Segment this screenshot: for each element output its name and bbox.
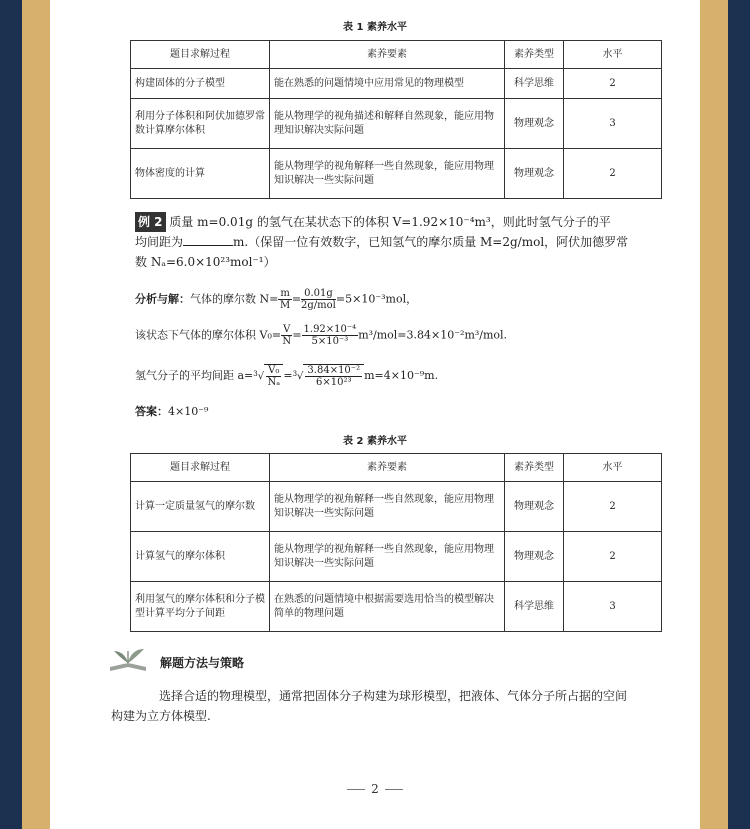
strategy-title: 解题方法与策略 [160, 656, 245, 670]
denominator: 2g/mol [301, 300, 336, 311]
table-cell: 物理观念 [505, 99, 564, 149]
table2-header-level: 水平 [564, 454, 662, 482]
answer-label: 答案： [135, 405, 168, 418]
table-cell: 利用分子体积和阿伏加德罗常数计算摩尔体积 [131, 99, 270, 149]
formula-result: =5×10⁻³mol， [335, 292, 418, 306]
table-row [131, 69, 662, 99]
footer-dash [347, 789, 365, 790]
table-cell: 计算一定质量氢气的摩尔数 [131, 482, 270, 532]
strategy-text [111, 686, 655, 726]
example-text-line2b: m.（保留一位有效数字，已知氢气的摩尔质量 M=2g/mol，阿伏加德罗常 [233, 235, 629, 249]
analysis-line2: 该状态下气体的摩尔体积 V₀= $\frac{V}{N}$ = $\frac{\text{1.92×10⁻⁴}}{\text{5×10⁻³}}$ m³/mol=3.84×10⁻²m³/mol. [135, 324, 508, 347]
book-plant-icon [106, 645, 154, 675]
table-cell: 计算氢气的摩尔体积 [131, 532, 270, 582]
cube-root: $^3$√ $\frac{\text{3.84×10⁻²}}{\text{6×10²³}}$ [293, 364, 365, 388]
table-cell: 能在熟悉的问题情境中应用常见的物理模型 [270, 69, 505, 99]
answer-blank [183, 233, 233, 246]
numerator: 0.01g [301, 288, 336, 300]
table-cell: 物理观念 [505, 482, 564, 532]
table2-header-element: 素养要素 [270, 454, 505, 482]
denominator: 6×10²³ [316, 377, 352, 388]
analysis-line3: 氢气分子的平均间距 a=$^3$√ $\frac{\text{V₀}}{\text{Nₐ}}$ =$^3$√ $\frac{\text{3.84×10⁻²}}{\text{6×10²³}}$ m=4×10⁻⁹m. [135, 365, 439, 388]
table-cell: 物体密度的计算 [131, 149, 270, 199]
fraction [278, 288, 291, 311]
table-cell: 能从物理学的视角解释一些自然现象，能应用物理知识解决一些实际问题 [270, 532, 505, 582]
table-cell: 能从物理学的视角解释一些自然现象，能应用物理知识解决一些实际问题 [270, 149, 505, 199]
numerator: 3.84×10⁻² [307, 365, 361, 376]
page [50, 0, 700, 829]
numerator: 1.92×10⁻⁴ [303, 324, 357, 335]
numerator: V₀ [268, 365, 280, 376]
denominator: N [282, 336, 292, 347]
table-cell: 3 [564, 582, 662, 632]
table1-header-level: 水平 [564, 41, 662, 69]
footer-dash [385, 789, 403, 790]
fraction [305, 365, 362, 388]
table2-header-type: 素养类型 [505, 454, 564, 482]
formula-text: 氢气分子的平均间距 a= [135, 369, 254, 382]
table1-header-process: 题目求解过程 [131, 41, 270, 69]
fraction [302, 324, 359, 347]
root-index: 3 [253, 370, 258, 378]
table1-caption: 表 1 素养水平 [343, 22, 407, 33]
table-row [131, 482, 662, 532]
table1-header-type: 素养类型 [505, 41, 564, 69]
answer-value: 4×10⁻⁹ [168, 405, 209, 418]
example-text-line1: 质量 m=0.01g 的氢气在某状态下的体积 V=1.92×10⁻⁴m³，则此时氢气分子的平 [169, 215, 611, 229]
table1 [130, 40, 662, 199]
numerator: m [280, 288, 290, 299]
formula-result: m³/mol=3.84×10⁻²m³/mol. [358, 328, 508, 342]
fraction [281, 324, 292, 347]
denominator: Nₐ [267, 377, 281, 388]
root-index: 3 [292, 370, 298, 378]
table2-caption: 表 2 素养水平 [343, 436, 407, 447]
table-cell: 利用氢气的摩尔体积和分子模型计算平均分子间距 [131, 582, 270, 632]
table-cell: 物理观念 [505, 149, 564, 199]
table2 [130, 453, 662, 632]
denominator: M [279, 300, 291, 311]
table-row [131, 532, 662, 582]
page-number: 2 [371, 782, 379, 796]
table-cell: 2 [564, 532, 662, 582]
numerator: V [283, 324, 291, 335]
example-tag: 例 2 [135, 212, 166, 232]
table-cell: 构建固体的分子模型 [131, 69, 270, 99]
table-cell: 3 [564, 99, 662, 149]
formula-result: m=4×10⁻⁹m. [364, 369, 439, 382]
table-row [131, 99, 662, 149]
table1-header-element: 素养要素 [270, 41, 505, 69]
strategy-text-line1: 选择合适的物理模型，通常把固体分子构建为球形模型，把液体、气体分子所占据的空间 [159, 689, 628, 703]
formula-text: 气体的摩尔数 N= [190, 292, 279, 306]
analysis-line1: 分析与解：气体的摩尔数 N= $\frac{m}{M}$ = $\frac{0.01g}{\text{2g/mol}}$ =5×10⁻³mol， [135, 288, 418, 311]
table-cell: 2 [564, 69, 662, 99]
example-text-line2a: 均间距为 [135, 235, 184, 249]
table2-header-process: 题目求解过程 [131, 454, 270, 482]
denominator: 5×10⁻³ [311, 336, 349, 347]
fraction [266, 365, 281, 388]
formula-text: 该状态下气体的摩尔体积 V₀= [135, 328, 282, 342]
table-cell: 物理观念 [505, 532, 564, 582]
example-text-line3: 数 Nₐ=6.0×10²³mol⁻¹） [135, 255, 276, 269]
table-cell: 科学思维 [505, 582, 564, 632]
cube-root: $^3$√ $\frac{\text{V₀}}{\text{Nₐ}}$ [253, 364, 283, 388]
table-cell: 2 [564, 149, 662, 199]
strategy-text-line2: 构建为立方体模型. [111, 709, 211, 723]
table-cell: 能从物理学的视角解释一些自然现象，能应用物理知识解决一些实际问题 [270, 482, 505, 532]
table-row [131, 149, 662, 199]
answer-line [135, 402, 655, 422]
fraction [301, 288, 336, 311]
page-footer [50, 782, 700, 796]
example-problem [135, 212, 655, 272]
table-cell: 在熟悉的问题情境中根据需要选用恰当的模型解决简单的物理问题 [270, 582, 505, 632]
table-row [131, 582, 662, 632]
table-cell: 能从物理学的视角描述和解释自然现象，能应用物理知识解决实际问题 [270, 99, 505, 149]
table-cell: 科学思维 [505, 69, 564, 99]
table-cell: 2 [564, 482, 662, 532]
analysis-label: 分析与解： [135, 292, 190, 306]
